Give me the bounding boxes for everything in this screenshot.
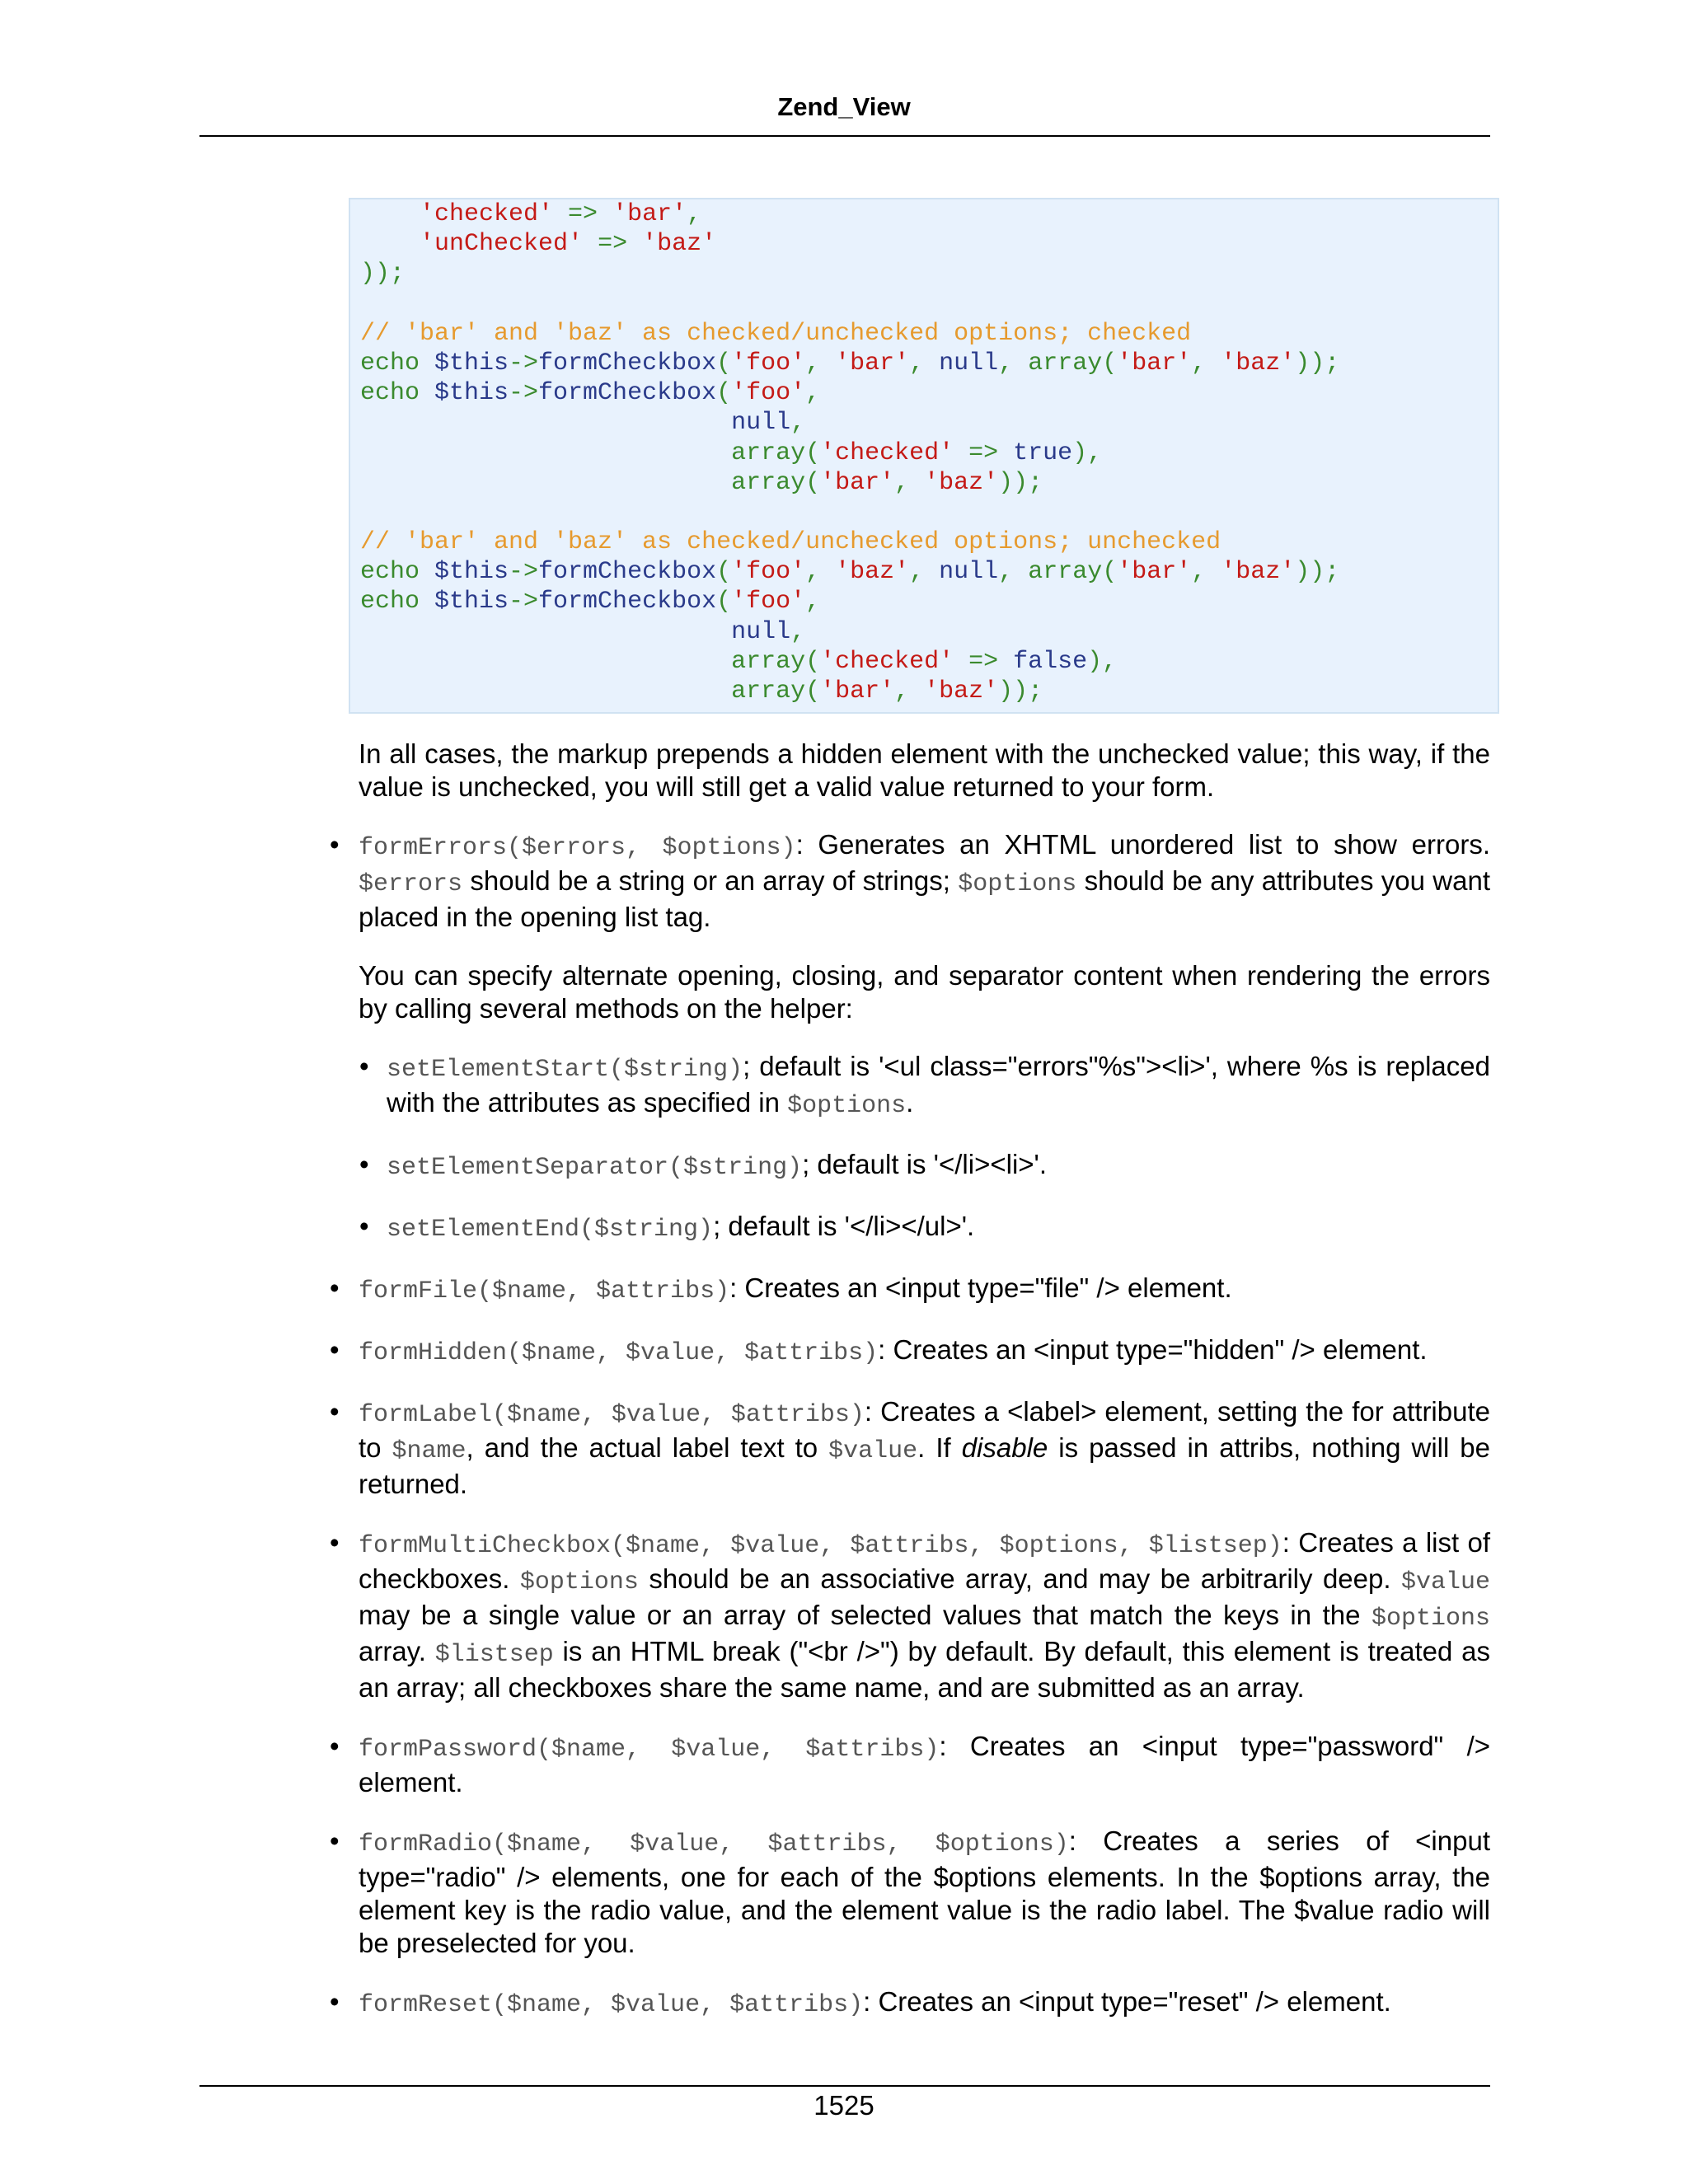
- text-run: may be a single value or an array of selected values that match the keys in the: [359, 1600, 1372, 1630]
- code-token: formCheckbox: [538, 379, 717, 408]
- code-token: (: [716, 588, 732, 616]
- code-token: [360, 409, 731, 437]
- code-line: [360, 527, 1498, 557]
- code-token: ,: [1191, 349, 1221, 377]
- text-run: You can specify alternate opening, closing, and separator content when rendering the errors by calling several methods on the helper:: [359, 960, 1490, 1024]
- code-token: ));: [998, 468, 1043, 497]
- code-reference: $options: [958, 870, 1077, 898]
- code-line: [360, 468, 1498, 498]
- text-run: should be any attributes you want placed in the opening list tag.: [359, 865, 1490, 932]
- code-token: null: [939, 349, 999, 377]
- code-token: ,: [805, 588, 821, 616]
- code-reference: $options: [787, 1092, 907, 1120]
- code-reference: formMultiCheckbox($name, $value, $attribs, $options, $listsep): [359, 1532, 1282, 1560]
- code-token: 'baz': [924, 677, 999, 705]
- code-token: [360, 618, 731, 646]
- code-token: ->: [509, 588, 539, 616]
- code-token: [360, 200, 420, 228]
- list-item: [330, 1730, 1491, 1799]
- text-run: should be an associative array, and may be arbitrarily deep.: [638, 1563, 1401, 1594]
- code-token: ,: [790, 409, 806, 438]
- code-token: ,: [687, 200, 702, 228]
- code-token: 'bar': [1117, 349, 1192, 377]
- page-header-title: Zend_View: [777, 92, 911, 121]
- code-token: [360, 230, 420, 258]
- code-token: $this: [434, 349, 509, 377]
- code-token: ->: [509, 379, 539, 408]
- code-token: 'checked': [820, 647, 954, 676]
- sub-list-item: [359, 1148, 1490, 1184]
- code-token: null: [731, 617, 791, 646]
- code-token: 'bar': [1117, 558, 1192, 587]
- code-reference: $value: [828, 1437, 918, 1465]
- text-run: : Creates an <input type="hidden" /> element.: [878, 1334, 1428, 1365]
- code-token: 'baz': [1221, 558, 1296, 587]
- code-reference: formFile($name, $attribs): [359, 1277, 730, 1305]
- code-reference: $options: [519, 1568, 639, 1596]
- code-token: ,: [805, 558, 836, 587]
- code-token: echo: [360, 558, 435, 587]
- paragraph: [359, 959, 1490, 1025]
- text-run: : Creates an <input type="password" /> element.: [359, 1731, 1491, 1797]
- text-run: array.: [359, 1636, 435, 1666]
- list-item: [330, 1333, 1490, 1370]
- bullet-icon: •: [330, 1986, 340, 2017]
- code-token: (: [716, 349, 732, 377]
- code-reference: formLabel($name, $value, $attribs): [359, 1401, 865, 1429]
- bullet-icon: •: [330, 1527, 340, 1558]
- text-run: ; default is '<ul class="errors"%s"><li>', where %s is replaced with the attributes as specified in: [387, 1051, 1490, 1118]
- code-reference: formReset($name, $value, $attribs): [359, 1991, 864, 2019]
- code-token: echo: [360, 588, 435, 616]
- sub-list-item: [359, 1050, 1490, 1122]
- code-token: // 'bar' and 'baz' as checked/unchecked options; unchecked: [360, 528, 1221, 557]
- code-line: [360, 289, 1498, 319]
- bullet-icon: •: [330, 1731, 340, 1761]
- code-token: ,: [909, 558, 940, 587]
- list-item: [330, 828, 1490, 934]
- code-token: array(: [731, 438, 821, 467]
- page-number: 1525: [814, 2090, 874, 2121]
- code-token: 'bar': [820, 468, 895, 497]
- text-run: .: [906, 1087, 914, 1118]
- code-line: [360, 677, 1498, 706]
- code-token: [360, 439, 731, 467]
- code-token: ,: [894, 677, 925, 705]
- code-token: 'bar': [835, 349, 910, 377]
- code-token: ,: [790, 617, 806, 646]
- document-body: [330, 738, 1491, 2047]
- text-run: is an HTML break ("<br />") by default. By default, this element is treated as an array; all checkboxes share the same name, and are submitted as an array.: [359, 1636, 1490, 1703]
- list-item: [330, 1825, 1490, 1960]
- code-token: , array(: [998, 349, 1118, 377]
- code-token: 'foo': [731, 379, 806, 408]
- code-token: 'unChecked': [420, 230, 584, 259]
- text-run: : Creates an <input type="reset" /> element.: [863, 1986, 1391, 2017]
- code-reference: $listsep: [434, 1641, 554, 1669]
- text-run: , and the actual label text to: [466, 1432, 829, 1463]
- code-token: ),: [1072, 438, 1103, 467]
- text-run: disable: [961, 1432, 1048, 1463]
- text-run: ; default is '</li></ul>'.: [713, 1211, 975, 1241]
- list-item: [330, 1395, 1491, 1501]
- paragraph: [359, 738, 1490, 804]
- code-token: null: [939, 558, 999, 587]
- code-token: [360, 648, 731, 676]
- code-reference: $errors: [359, 870, 463, 898]
- text-run: : Creates a list of checkboxes.: [359, 1527, 1490, 1594]
- code-token: // 'bar' and 'baz' as checked/unchecked options; checked: [360, 319, 1192, 348]
- code-token: ,: [909, 349, 940, 377]
- code-token: $this: [434, 379, 509, 408]
- code-token: 'baz': [642, 230, 717, 259]
- header-rule: [199, 135, 1490, 137]
- code-token: ),: [1087, 647, 1118, 676]
- list-item: [330, 1526, 1490, 1704]
- bullet-icon: •: [330, 1272, 340, 1303]
- text-run: . If: [917, 1432, 962, 1463]
- code-token: 'bar': [612, 200, 687, 228]
- code-token: true: [1013, 438, 1073, 467]
- sub-list-item: [359, 1210, 1490, 1246]
- code-token: =>: [553, 200, 613, 228]
- text-run: : Creates a <label> element, setting the for attribute to: [359, 1396, 1490, 1463]
- code-token: 'baz': [835, 558, 910, 587]
- code-reference: setElementEnd($string): [387, 1216, 714, 1244]
- code-token: =>: [954, 647, 1014, 676]
- code-token: ,: [1191, 558, 1221, 587]
- code-token: array(: [731, 468, 821, 497]
- code-token: ));: [360, 260, 406, 288]
- code-line: [360, 259, 1498, 288]
- text-run: : Creates a series of <input type="radio" /> elements, one for each of the $options elements. In the $options array, the element key is the radio value, and the element value is the radio label. The $value radio will be preselected for you.: [359, 1825, 1490, 1958]
- code-token: ,: [894, 468, 925, 497]
- code-token: =>: [583, 230, 643, 259]
- text-run: In all cases, the markup prepends a hidden element with the unchecked value; this way, if the value is unchecked, you will still get a valid value returned to your form.: [359, 738, 1490, 802]
- code-reference: formErrors($errors, $options): [359, 834, 796, 862]
- code-token: ));: [1295, 349, 1340, 377]
- bullet-icon: •: [359, 1149, 369, 1179]
- code-line: [360, 229, 1498, 259]
- code-token: ->: [509, 349, 539, 377]
- code-token: 'bar': [820, 677, 895, 705]
- bullet-icon: •: [359, 1211, 369, 1241]
- code-token: ,: [805, 349, 836, 377]
- footer-rule: [199, 2085, 1490, 2087]
- code-token: formCheckbox: [538, 558, 717, 587]
- code-token: formCheckbox: [538, 588, 717, 616]
- code-reference: formRadio($name, $value, $attribs, $options): [359, 1830, 1069, 1858]
- text-run: should be a string or an array of strings;: [462, 865, 959, 896]
- code-token: echo: [360, 349, 435, 377]
- text-run: : Creates an <input type="file" /> element.: [729, 1272, 1232, 1303]
- code-reference: $value: [1400, 1568, 1490, 1596]
- code-line: [360, 617, 1498, 647]
- code-reference: $options: [1371, 1605, 1490, 1633]
- bullet-icon: •: [330, 1396, 340, 1427]
- list-item: [330, 1985, 1490, 2022]
- code-token: 'foo': [731, 558, 806, 587]
- code-token: false: [1013, 647, 1088, 676]
- code-reference: setElementSeparator($string): [387, 1154, 803, 1182]
- code-token: $this: [434, 588, 509, 616]
- code-token: (: [716, 379, 732, 408]
- code-line: [360, 438, 1498, 468]
- bullet-icon: •: [330, 1825, 340, 1856]
- code-token: 'baz': [924, 468, 999, 497]
- bullet-icon: •: [330, 1334, 340, 1365]
- code-line: [360, 199, 1498, 229]
- code-token: [360, 677, 731, 705]
- code-token: (: [716, 558, 732, 587]
- code-token: null: [731, 409, 791, 438]
- code-token: =>: [954, 438, 1014, 467]
- bullet-icon: •: [359, 1051, 369, 1081]
- code-token: ));: [998, 677, 1043, 705]
- code-token: 'checked': [420, 200, 554, 228]
- code-line: [360, 408, 1498, 438]
- code-token: 'baz': [1221, 349, 1296, 377]
- code-reference: $name: [392, 1437, 467, 1465]
- code-line: [360, 378, 1498, 408]
- list-item: [330, 1272, 1490, 1308]
- code-token: 'foo': [731, 349, 806, 377]
- code-token: 'checked': [820, 438, 954, 467]
- code-token: echo: [360, 379, 435, 408]
- code-line: [360, 319, 1498, 349]
- code-line: [360, 349, 1498, 378]
- code-block: [349, 198, 1499, 714]
- code-token: array(: [731, 677, 821, 705]
- code-token: formCheckbox: [538, 349, 717, 377]
- text-run: : Generates an XHTML unordered list to show errors.: [795, 829, 1490, 860]
- code-line: [360, 587, 1498, 616]
- code-token: ->: [509, 558, 539, 587]
- code-line: [360, 557, 1498, 587]
- code-reference: formPassword($name, $value, $attribs): [359, 1736, 940, 1764]
- code-reference: formHidden($name, $value, $attribs): [359, 1339, 879, 1367]
- code-token: $this: [434, 558, 509, 587]
- code-reference: setElementStart($string): [387, 1056, 743, 1084]
- code-line: [360, 498, 1498, 527]
- code-token: ,: [805, 379, 821, 408]
- text-run: ; default is '</li><li>'.: [802, 1149, 1048, 1179]
- code-token: , array(: [998, 558, 1118, 587]
- code-token: ));: [1295, 558, 1340, 587]
- code-token: array(: [731, 647, 821, 676]
- bullet-icon: •: [330, 829, 340, 860]
- code-line: [360, 647, 1498, 677]
- text-run: is passed in attribs, nothing will be returned.: [359, 1432, 1491, 1499]
- code-token: 'foo': [731, 588, 806, 616]
- code-token: [360, 469, 731, 497]
